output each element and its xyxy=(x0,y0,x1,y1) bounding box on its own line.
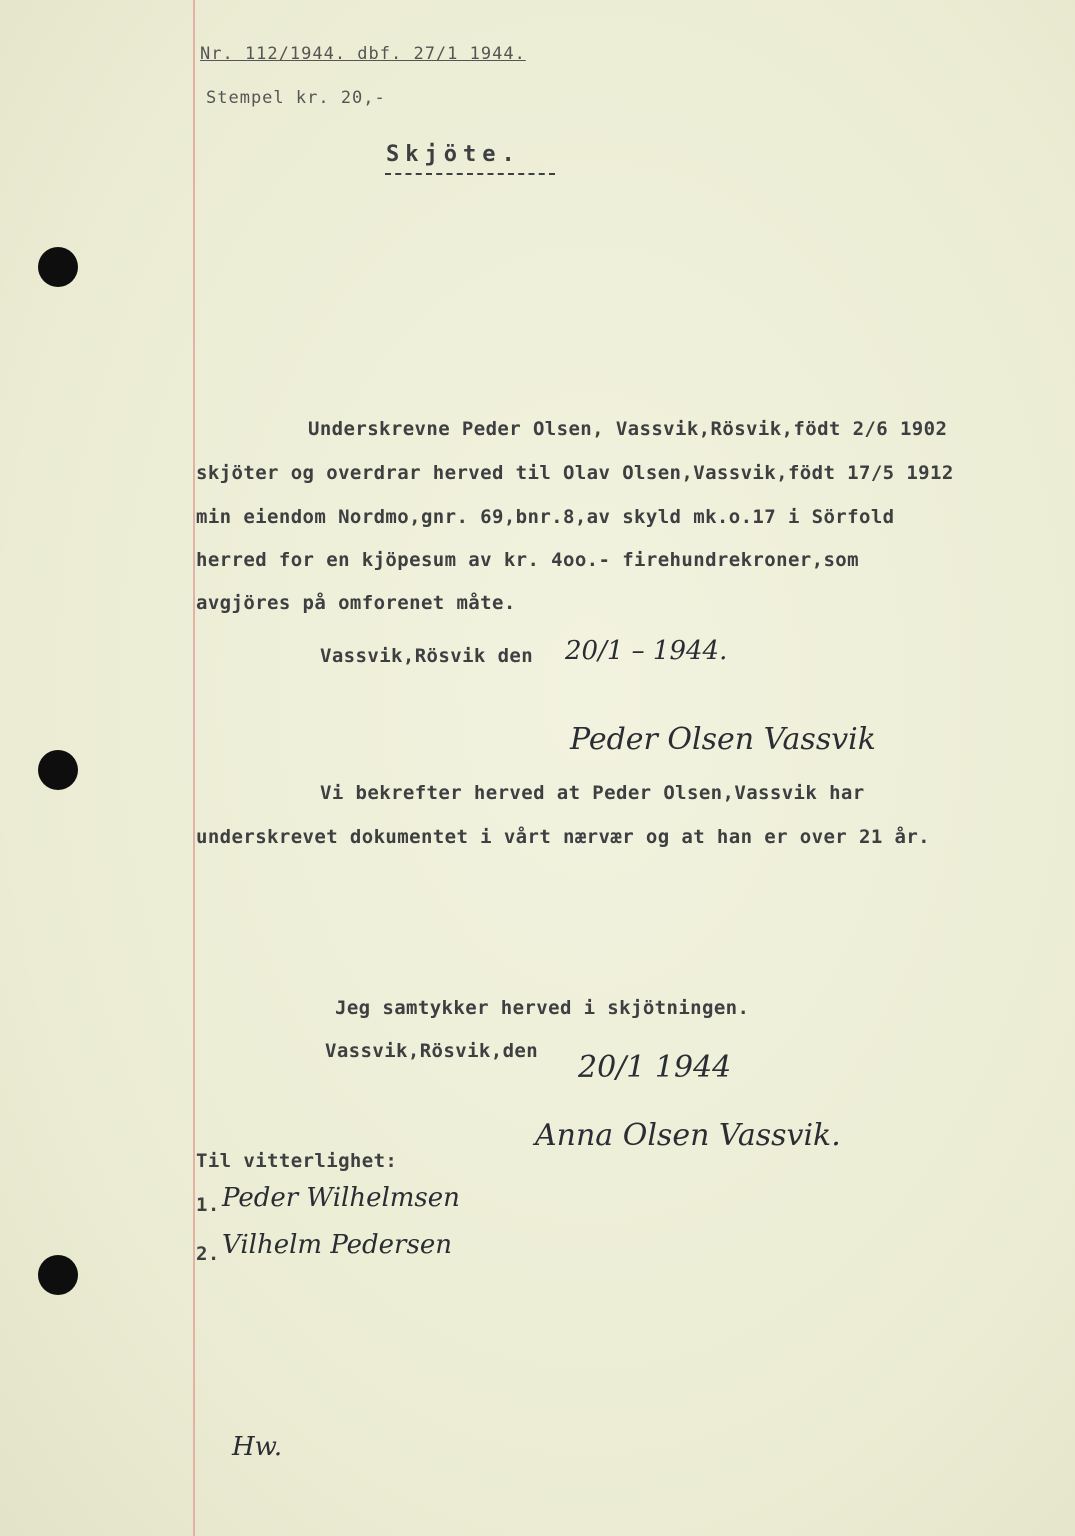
body-line-1: Underskrevne Peder Olsen, Vassvik,Rösvik,födt 2/6 1902 xyxy=(308,418,948,440)
punch-hole-middle xyxy=(38,750,78,790)
place-date-prefix: Vassvik,Rösvik den xyxy=(320,645,534,667)
consent-place-date-prefix: Vassvik,Rösvik,den xyxy=(325,1040,539,1062)
witness-2-signature: Vilhelm Pedersen xyxy=(222,1230,452,1260)
confirmation-line-2: underskrevet dokumentet i vårt nærvær og at han er over 21 år. xyxy=(196,826,931,848)
punch-hole-bottom xyxy=(38,1255,78,1295)
reference-line: Nr. 112/1944. dbf. 27/1 1944. xyxy=(200,44,526,64)
confirmation-line-1: Vi bekrefter herved at Peder Olsen,Vassvik har xyxy=(320,782,865,804)
handwritten-date-1: 20/1 – 1944. xyxy=(565,636,728,666)
signature-anna-olsen: Anna Olsen Vassvik. xyxy=(535,1118,841,1153)
document-title: Skjöte. xyxy=(386,142,521,167)
body-line-4: herred for en kjöpesum av kr. 4oo.- firehundrekroner,som xyxy=(196,549,859,571)
consent-line: Jeg samtykker herved i skjötningen. xyxy=(335,997,750,1019)
body-line-3: min eiendom Nordmo,gnr. 69,bnr.8,av skyld mk.o.17 i Sörfold xyxy=(196,506,895,528)
stamp-line: Stempel kr. 20,- xyxy=(206,88,386,108)
handwritten-date-2: 20/1 1944 xyxy=(578,1050,732,1085)
initials-mark: Hw. xyxy=(232,1432,283,1462)
witness-2-number: 2. xyxy=(196,1243,220,1265)
witness-1-number: 1. xyxy=(196,1194,220,1216)
margin-rule xyxy=(193,0,195,1536)
signature-peder-olsen: Peder Olsen Vassvik xyxy=(570,722,876,757)
witness-heading: Til vitterlighet: xyxy=(196,1150,398,1172)
title-underline xyxy=(385,173,555,175)
body-line-2: skjöter og overdrar herved til Olav Olsen,Vassvik,födt 17/5 1912 xyxy=(196,462,954,484)
witness-1-signature: Peder Wilhelmsen xyxy=(222,1183,460,1213)
punch-hole-top xyxy=(38,247,78,287)
body-line-5: avgjöres på omforenet måte. xyxy=(196,592,516,614)
